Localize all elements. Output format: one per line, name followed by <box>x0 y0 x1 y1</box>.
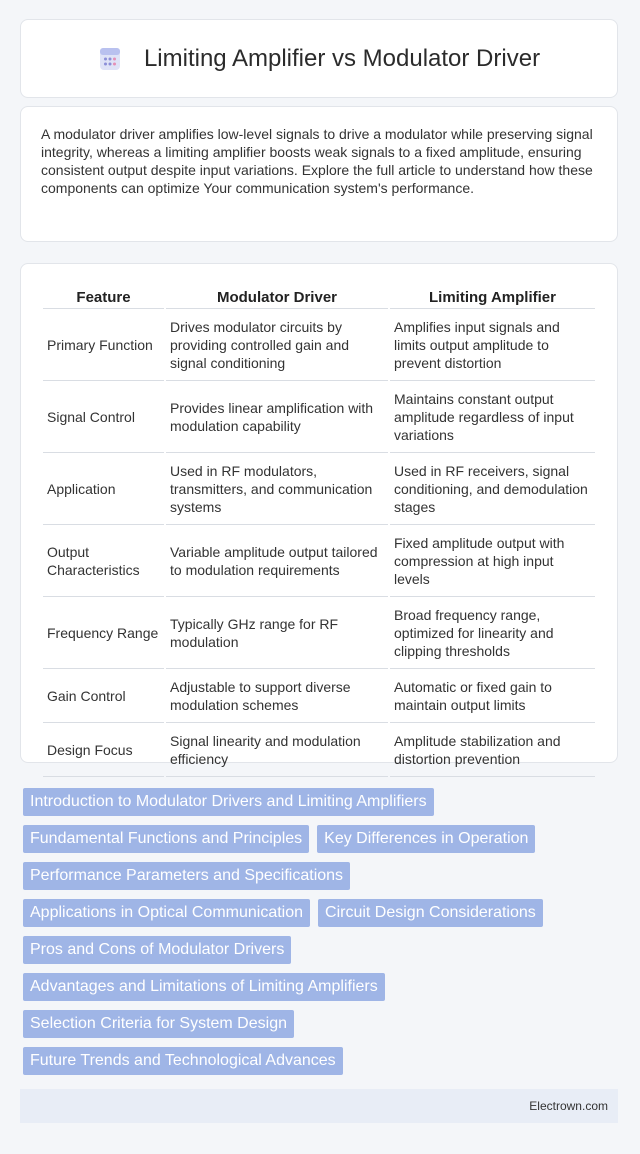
table-header-row <box>43 286 595 309</box>
feature-cell: Frequency Range <box>43 599 164 669</box>
link-performance-parameters[interactable]: Performance Parameters and Specifications <box>23 862 350 890</box>
link-row <box>23 936 618 964</box>
table-row <box>43 599 595 669</box>
modulator-driver-cell: Variable amplitude output tailored to modulation requirements <box>166 527 388 597</box>
limiting-amplifier-cell: Fixed amplitude output with compression at high input levels <box>390 527 595 597</box>
comparison-card <box>20 263 618 767</box>
link-row <box>23 1010 618 1038</box>
page-title: Limiting Amplifier vs Modulator Driver <box>143 44 541 72</box>
link-row <box>23 973 618 1001</box>
title-card <box>20 19 618 98</box>
link-key-differences[interactable]: Key Differences in Operation <box>317 825 535 853</box>
link-selection-criteria[interactable]: Selection Criteria for System Design <box>23 1010 294 1038</box>
comparison-table <box>41 284 597 779</box>
limiting-amplifier-cell: Used in RF receivers, signal conditioning, and demodulation stages <box>390 455 595 525</box>
modulator-driver-cell: Typically GHz range for RF modulation <box>166 599 388 669</box>
limiting-amplifier-cell: Maintains constant output amplitude regardless of input variations <box>390 383 595 453</box>
link-future-trends[interactable]: Future Trends and Technological Advances <box>23 1047 343 1075</box>
page-header <box>98 45 540 73</box>
link-fundamental-functions[interactable]: Fundamental Functions and Principles <box>23 825 309 853</box>
link-row <box>23 825 618 853</box>
modulator-driver-cell: Provides linear amplification with modulation capability <box>166 383 388 453</box>
link-row <box>23 1047 618 1075</box>
header-limiting-amplifier: Limiting Amplifier <box>390 286 595 309</box>
intro-text: A modulator driver amplifies low-level signals to drive a modulator while preserving signal integrity, whereas a limiting amplifier boosts weak signals to a fixed amplitude, ensuring consistent output despite input variations. Explore the full article to understand how these components can optimize Your communication system's performance. <box>41 126 593 196</box>
modulator-driver-cell: Used in RF modulators, transmitters, and communication systems <box>166 455 388 525</box>
feature-cell: Primary Function <box>43 311 164 381</box>
article-links <box>23 788 618 1084</box>
table-row <box>43 455 595 525</box>
link-row <box>23 862 618 890</box>
table-row <box>43 383 595 453</box>
limiting-amplifier-cell: Amplifies input signals and limits output amplitude to prevent distortion <box>390 311 595 381</box>
link-introduction[interactable]: Introduction to Modulator Drivers and Limiting Amplifiers <box>23 788 434 816</box>
table-row <box>43 671 595 723</box>
footer <box>20 1089 618 1123</box>
modulator-driver-cell: Signal linearity and modulation efficiency <box>166 725 388 777</box>
intro-card <box>20 106 618 242</box>
header-modulator-driver: Modulator Driver <box>166 286 388 309</box>
table-row <box>43 725 595 777</box>
feature-cell: Application <box>43 455 164 525</box>
feature-cell: Output Characteristics <box>43 527 164 597</box>
link-pros-cons[interactable]: Pros and Cons of Modulator Drivers <box>23 936 291 964</box>
feature-cell: Gain Control <box>43 671 164 723</box>
link-circuit-design[interactable]: Circuit Design Considerations <box>318 899 543 927</box>
limiting-amplifier-cell: Broad frequency range, optimized for linearity and clipping thresholds <box>390 599 595 669</box>
feature-cell: Design Focus <box>43 725 164 777</box>
header-feature: Feature <box>43 286 164 309</box>
feature-cell: Signal Control <box>43 383 164 453</box>
footer-site-name[interactable]: Electrown.com <box>529 1099 608 1113</box>
limiting-amplifier-cell: Amplitude stabilization and distortion prevention <box>390 725 595 777</box>
limiting-amplifier-cell: Automatic or fixed gain to maintain output limits <box>390 671 595 723</box>
link-row <box>23 899 618 927</box>
link-advantages-limitations[interactable]: Advantages and Limitations of Limiting Amplifiers <box>23 973 385 1001</box>
link-optical-applications[interactable]: Applications in Optical Communication <box>23 899 310 927</box>
calculator-icon <box>98 47 122 71</box>
table-row <box>43 527 595 597</box>
modulator-driver-cell: Adjustable to support diverse modulation schemes <box>166 671 388 723</box>
link-row <box>23 788 618 816</box>
modulator-driver-cell: Drives modulator circuits by providing controlled gain and signal conditioning <box>166 311 388 381</box>
table-row <box>43 311 595 381</box>
